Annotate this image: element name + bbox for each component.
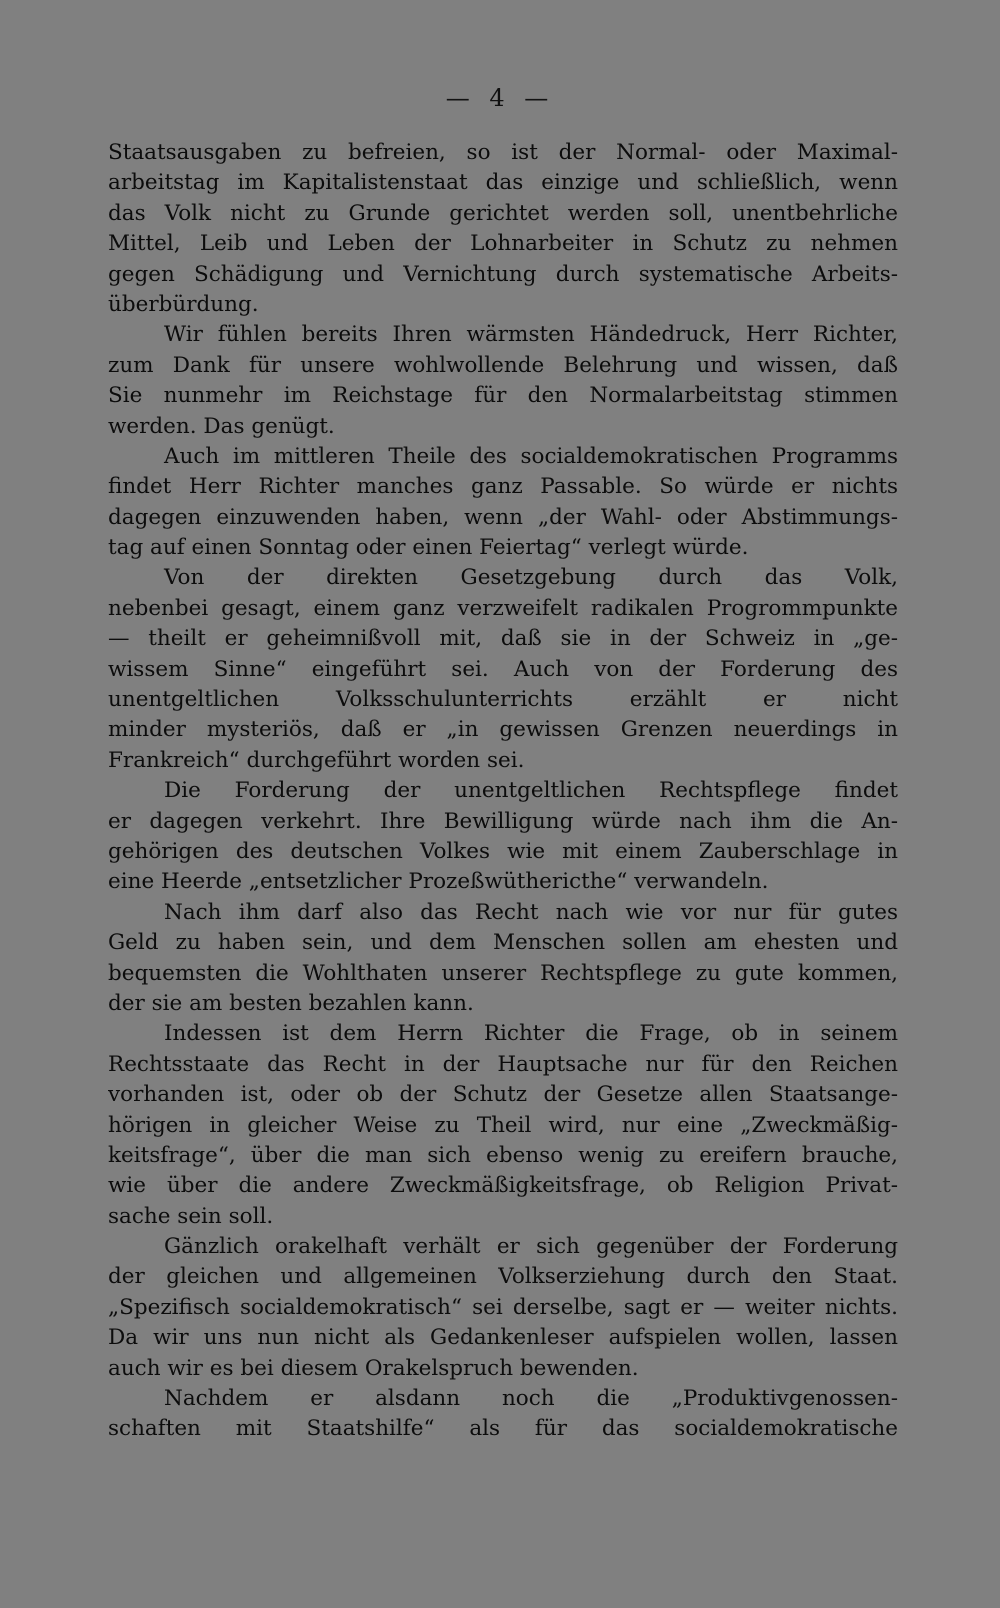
text-line: tag auf einen Sonntag oder einen Feiertag“ verlegt würde. [108,535,749,561]
body-text [108,138,898,1445]
text-line: wissem Sinne“ eingeführt sei. Auch von der Forderung des [108,656,898,682]
text-line: werden. Das genügt. [108,413,335,439]
text-line: gehörigen des deutschen Volkes wie mit einem Zauberschlage in [108,838,898,864]
text-line: der sie am besten bezahlen kann. [108,990,474,1016]
text-line: auch wir es bei diesem Orakelspruch bewenden. [108,1355,639,1381]
text-line: Rechtsstaate das Recht in der Hauptsache nur für den Reichen [108,1051,898,1077]
text-line: er dagegen verkehrt. Ihre Bewilligung würde nach ihm die An- [108,808,898,834]
text-line: unentgeltlichen Volksschulunterrichts erzählt er nicht [108,687,898,713]
text-line: „Spezifisch socialdemokratisch“ sei derselbe, sagt er — weiter nichts. [108,1294,898,1320]
text-line: — theilt er geheimnißvoll mit, daß sie in der Schweiz in „ge- [108,626,898,652]
text-line: das Volk nicht zu Grunde gerichtet werden soll, unentbehrliche [108,200,898,226]
text-line: Von der direkten Gesetzgebung durch das Volk, [164,565,898,591]
text-line: Sie nunmehr im Reichstage für den Normalarbeitstag stimmen [108,383,898,409]
text-line: eine Heerde „entsetzlicher Prozeßwüthericthe“ verwandeln. [108,869,769,895]
text-line: Da wir uns nun nicht als Gedankenleser aufspielen wollen, lassen [108,1325,898,1351]
text-line: Auch im mittleren Theile des socialdemokratischen Programms [164,443,898,469]
text-line: Wir fühlen bereits Ihren wärmsten Händedruck, Herr Richter, [164,322,898,348]
text-line: Mittel, Leib und Leben der Lohnarbeiter in Schutz zu nehmen [108,231,898,257]
text-line: arbeitstag im Kapitalistenstaat das einzige und schließlich, wenn [108,170,898,196]
text-line: gegen Schädigung und Vernichtung durch systematische Arbeits- [108,261,898,287]
text-line: Frankreich“ durchgeführt worden sei. [108,747,525,773]
text-line: hörigen in gleicher Weise zu Theil wird, nur eine „Zweckmäßig- [108,1112,898,1138]
text-line: keitsfrage“, über die man sich ebenso wenig zu ereifern brauche, [108,1142,898,1168]
text-line: Nach ihm darf also das Recht nach wie vor nur für gutes [164,899,898,925]
text-line: minder mysteriös, daß er „in gewissen Grenzen neuerdings in [108,717,898,743]
text-line: sache sein soll. [108,1203,274,1229]
text-line: Staatsausgaben zu befreien, so ist der Normal- oder Maximal- [108,140,898,165]
text-line: findet Herr Richter manches ganz Passable. So würde er nichts [108,474,898,500]
text-line: dagegen einzuwenden haben, wenn „der Wahl- oder Abstimmungs- [108,504,898,530]
text-line: Indessen ist dem Herrn Richter die Frage, ob in seinem [164,1021,898,1047]
text-line: bequemsten die Wohlthaten unserer Rechtspflege zu gute kommen, [108,960,898,986]
text-line: Die Forderung der unentgeltlichen Rechtspflege findet [164,778,898,804]
text-line: zum Dank für unsere wohlwollende Belehrung und wissen, daß [108,352,898,378]
text-line: überbürdung. [108,291,259,317]
text-line: schaften mit Staatshilfe“ als für das socialdemokratische [108,1416,898,1442]
text-line: der gleichen und allgemeinen Volkserziehung durch den Staat. [108,1264,898,1290]
page-number: — 4 — [445,84,555,112]
text-line: Gänzlich orakelhaft verhält er sich gegenüber der Forderung [164,1234,898,1260]
text-line: vorhanden ist, oder ob der Schutz der Gesetze allen Staatsange- [108,1082,898,1108]
text-line: nebenbei gesagt, einem ganz verzweifelt radikalen Progrommpunkte [108,595,898,621]
text-line: Geld zu haben sein, und dem Menschen sollen am ehesten und [108,930,898,956]
text-line: wie über die andere Zweckmäßigkeitsfrage, ob Religion Privat- [108,1173,898,1199]
text-line: Nachdem er alsdann noch die „Produktivgenossen- [164,1386,898,1412]
